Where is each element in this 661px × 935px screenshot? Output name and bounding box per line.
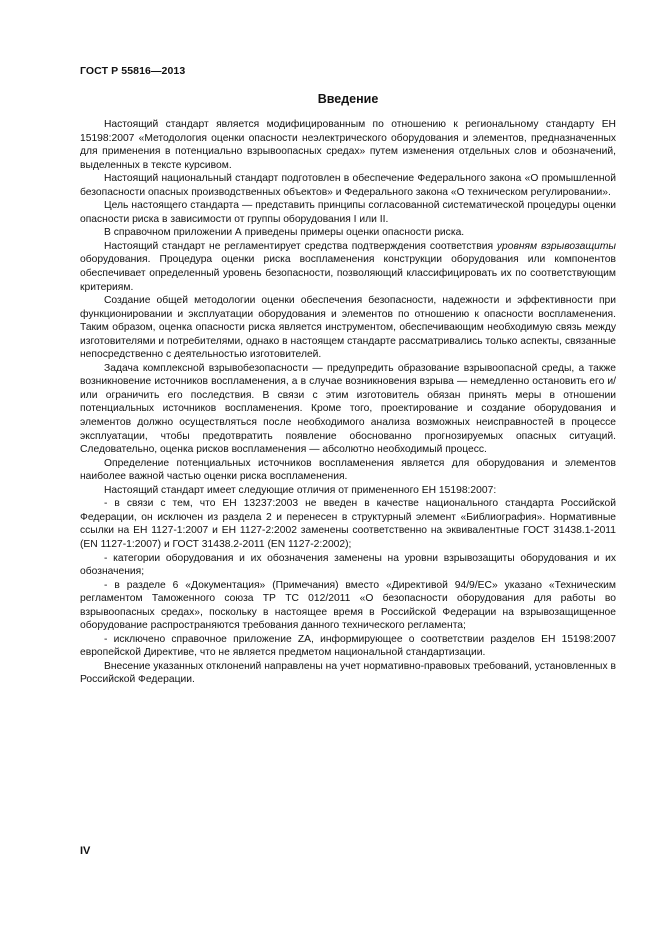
- standard-designation: ГОСТ Р 55816—2013: [80, 65, 186, 77]
- paragraph: [80, 240, 616, 294]
- page-number: IV: [80, 845, 91, 857]
- paragraph: Настоящий стандарт имеет следующие отличия от примененного ЕН 15198:2007:: [104, 484, 497, 496]
- paragraph: Настоящий национальный стандарт подготовлен в обеспечение Федерального закона «О промышленной безопасности опасных производственных объектов» и Федерального закона «О техническом регулировании».: [80, 173, 616, 198]
- paragraph: Внесение указанных отклонений направлены на учет нормативно-правовых требований, установленных в Российской Федерации.: [80, 660, 616, 686]
- paragraph: В справочном приложении А приведены примеры оценки опасности риска.: [104, 227, 465, 239]
- list-item: - исключено справочное приложение ZA, информирующее о соответствии разделов ЕН 15198:2007 европейской Директиве, что не является предметом национальной стандартизации.: [80, 633, 616, 659]
- paragraph-text: оборудования. Процедура оценки риска воспламенения конструкции оборудования или компонентов обеспечивает определенный уровень безопасности, позволяющий классифицировать их по соответствующим критериям.: [80, 254, 616, 293]
- paragraph: Цель настоящего стандарта — представить принципы согласованной систематической процедуры оценки опасности риска в зависимости от группы оборудования I или II.: [80, 200, 616, 225]
- list-item: - в разделе 6 «Документация» (Примечания) вместо «Директивой 94/9/ЕС» указано «Техническим регламентом Таможенного союза ТР ТС 012/2011 «О безопасности оборудования для работы во взрывоопасных средах», поскольку в настоящее время в Российской Федерации на взрывозащищенное оборудование распространяются требования данного технического регламента;: [80, 579, 616, 632]
- list-item: - категории оборудования и их обозначения заменены на уровни взрывозащиты оборудования и их обозначения;: [80, 552, 616, 578]
- paragraph-text: Настоящий стандарт не регламентирует средства подтверждения соответствия: [104, 240, 497, 252]
- paragraph: Определение потенциальных источников воспламенения является для оборудования и элементов наиболее важной частью оценки риска воспламенения.: [80, 457, 616, 483]
- document-body: [80, 118, 616, 687]
- section-title: Введение: [317, 92, 379, 106]
- list-item: - в связи с тем, что ЕН 13237:2003 не введен в качестве национального стандарта Российской Федерации, он исключен из раздела 2 и перенесен в структурный элемент «Библиография». Нормативные ссылки на ЕН 1127-1:2007 и ЕН 1127-2:2002 заменены соответственно на эквивалентные ГОСТ 31438.1-2011 (EN 1127-1:2007) и ГОСТ 31438.2-2011 (EN 1127-2:2002);: [80, 498, 616, 550]
- paragraph: Задача комплексной взрывобезопасности — предупредить образование взрывоопасной среды, а также возникновение источников воспламенения, а в случае возникновения взрыва — немедленно остановить его и/или ограничить его последствия. В связи с этим изготовитель обязан принять меры в отношении потенциальных источников воспламенения. Кроме того, проектирование и создание оборудования и элементов должно осуществляться после необходимого анализа возможных неисправностей в процессе эксплуатации, чтобы предотвратить появление обоснованно прогнозируемых опасных ситуаций. Следовательно, оценка рисков воспламенения — абсолютно необходимый процесс.: [80, 362, 616, 456]
- italic-term: уровням взрывозащиты: [496, 240, 617, 252]
- paragraph: Создание общей методологии оценки обеспечения безопасности, надежности и эффективности при функционировании и эксплуатации оборудования и элементов по отношению к опасности воспламенения. Таким образом, оценка опасности риска является инструментом, обеспечивающим необходимую связь между изготовителями и потребителями, однако в настоящем стандарте рассматривались только аспекты, связанные непосредственно с деятельностью изготовителей.: [80, 295, 616, 361]
- paragraph: Настоящий стандарт является модифицированным по отношению к региональному стандарту ЕН 15198:2007 «Методология оценки опасности неэлектрического оборудования и элементов, предназначенных для применения в потенциально взрывоопасных средах» путем изменения отдельных слов и обозначений, выделенных в тексте курсивом.: [80, 119, 616, 171]
